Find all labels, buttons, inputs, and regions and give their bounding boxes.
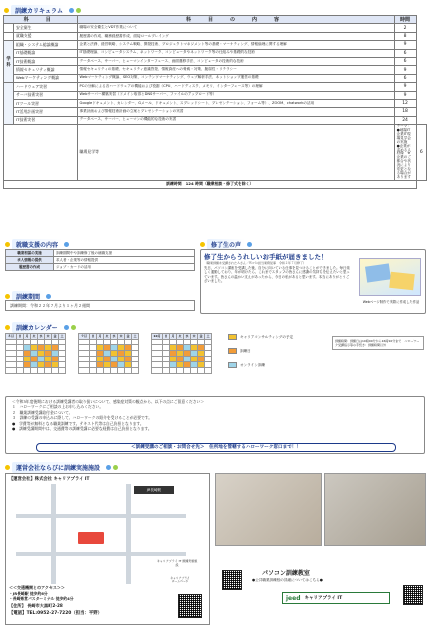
calendar-legend: [228, 334, 426, 382]
curriculum-hours: 6: [394, 57, 416, 65]
curriculum-hours: 24: [394, 116, 416, 124]
curriculum-row: [4, 57, 427, 65]
map-label: 【運営会社】株式会社 キャリアプライ IT: [9, 477, 90, 482]
calendar-weekday: 日: [164, 334, 168, 339]
bullet-icon: [5, 465, 10, 470]
bullet-icon: [5, 242, 10, 247]
curriculum-row: [4, 116, 427, 124]
legend-label: 訓練日: [240, 348, 251, 353]
calendar-week-spacer: [152, 368, 163, 374]
calendar-weekday: 土: [133, 334, 137, 339]
curriculum-category: [4, 24, 14, 32]
bullet-icon: [64, 242, 69, 247]
curriculum-category: [4, 125, 78, 181]
calendar-weekday: 火: [32, 334, 36, 339]
qr-caption: キャリアプライ ホームページ: [170, 576, 190, 584]
training-photo: [324, 473, 426, 546]
curriculum-subject: 職場見学等: [77, 125, 394, 181]
curriculum-subject: 就職支援: [14, 32, 78, 40]
calendar-month-label: ９月: [79, 334, 90, 340]
legend-item: [228, 348, 328, 354]
station-label: JR長崎駅: [134, 486, 174, 494]
calendar-day-cell: [31, 368, 38, 374]
calendar-week-spacer: [6, 368, 17, 374]
bullet-icon: [4, 8, 9, 13]
address-row: 【住所】 長崎市大黒町2-28: [9, 603, 63, 608]
calendar-day-cell: [191, 368, 198, 374]
curriculum-description: IT基礎理論、コンピュータシステム、ネットワーク、コンピュータやネットワーク等の仕組みや基礎的な技術: [77, 49, 394, 57]
calendar-day-cell: [205, 368, 212, 374]
calendar-day-cell: [90, 368, 97, 374]
curriculum-hours: 6: [394, 74, 416, 82]
eligibility-label: 履歴書の作成: [6, 264, 54, 271]
curriculum-row: [4, 125, 427, 181]
bullet-icon: [71, 325, 76, 330]
note-item: ● 学費等が無料となる職業訓練です。テキスト代等は自己負担となります。: [12, 420, 144, 426]
voice-headline: 修了生からうれしいお手紙が届きました！: [204, 253, 328, 261]
notes-box: [5, 396, 425, 454]
calendar-weekday: 月: [98, 334, 102, 339]
eligibility-table: [5, 249, 195, 271]
note-item: ＜令和3年度後期における訓練受講者の取り扱いについて、感染症対策の観点から、以下の点にご留意ください＞: [12, 399, 205, 404]
curriculum-category: [4, 83, 14, 125]
note-item: ３ 訓練の受講の申込みに際して、ハローワークの紹介を受けることが必要です。: [12, 415, 153, 421]
direction-item: ・長崎県営バスターミナル 徒歩約4分: [9, 596, 74, 601]
calendar-weekday: 火: [178, 334, 182, 339]
curriculum-description: データベース、サーバー、ヒューマンの機能的な技術の実習: [77, 116, 394, 124]
curriculum-hours: 12: [394, 99, 416, 107]
curriculum-row: [4, 99, 427, 107]
curriculum-category: [4, 32, 14, 40]
access-map-box: [5, 473, 210, 625]
bullet-icon: [46, 294, 51, 299]
curriculum-hours: 9: [394, 41, 416, 49]
curriculum-row: [4, 24, 427, 32]
bullet-icon: [200, 242, 205, 247]
legend-swatch-icon: [228, 348, 237, 354]
qr-code-icon[interactable]: [403, 585, 423, 605]
map-street: [126, 484, 131, 584]
calendar-day-cell: [38, 368, 45, 374]
bullet-icon: [113, 465, 118, 470]
sample-card-icon: [365, 263, 391, 282]
curriculum-total-row: 訓練時間 124 時間（職業相談・修了式を除く）: [4, 180, 427, 188]
calendar-month: [5, 333, 66, 374]
curriculum-category: 学科: [4, 41, 14, 83]
curriculum-description: Webマーケティング概論、SEO対策、コンテンツマーケティング、ウェブ解析手法、ネットショップ運営の基礎: [77, 74, 394, 82]
legend-swatch-icon: [228, 362, 237, 368]
curriculum-hours: 2: [394, 24, 416, 32]
calendar-title: 訓練カレンダー: [5, 322, 76, 333]
calendar-weekday: 日: [91, 334, 95, 339]
curriculum-hours: 6: [394, 49, 416, 57]
calendar-weekday: 水: [112, 334, 116, 339]
school-name: パソコン訓練教室: [262, 570, 310, 577]
note-item: ● 訓練受講期間中は、交通費等の訓練受講に必要な経費は自己負担となります。: [12, 426, 152, 432]
eligibility-label: 職業相談の実施: [6, 250, 54, 257]
voice-caption: Webページ制作で実際に作成した作品: [362, 300, 420, 304]
eligibility-value: 求人者・企業等の情報提供: [54, 257, 195, 264]
eligibility-row: [6, 250, 195, 257]
curriculum-row: [4, 49, 427, 57]
calendar-day-cell: [198, 368, 205, 374]
bullet-icon: [106, 465, 111, 470]
calendar-month: [151, 333, 212, 374]
calendar-weekday: 水: [39, 334, 43, 339]
calendar-weekday: 火: [105, 334, 109, 339]
curriculum-hours: 6: [416, 125, 426, 181]
sample-card-icon: [389, 272, 415, 290]
curriculum-table: [3, 15, 427, 189]
calendar-month: [78, 333, 139, 374]
period-box: 訓練期間：令和２２年７月より１ヶ月２週間: [5, 300, 195, 311]
curriculum-row: [4, 108, 427, 116]
contact-banner: ＜訓練受講のご相談・お問合せ先＞ 住所地を管轄するハローワーク窓口まで！！: [36, 443, 396, 452]
building-label: キャリアプライ IT 訓練実施施設: [156, 559, 198, 567]
calendar-time-note: 訓練時間：訓練日は10時00分から16時10分まで ハローワーク受講指示等の手続き：訓練時間以外: [332, 336, 424, 350]
calendar-month-label: 10月: [153, 334, 161, 339]
classroom-photo: [215, 473, 322, 546]
curriculum-description: 企業と法務、経営戦略、システム戦略、開発技術、プロジェクトマネジメント等の基礎・マーケティング、情報倫理に関する理解: [77, 41, 394, 49]
legend-swatch-icon: [228, 334, 237, 340]
qr-code-icon[interactable]: [178, 594, 202, 618]
calendar-weekday: 土: [206, 334, 210, 339]
curriculum-subject: IT技術実習: [14, 116, 78, 124]
curriculum-description: 情報セキュリティの基礎、セキュリティ意識啓発、情報資産への脅威・対策、脆弱性・リテラシー: [77, 66, 394, 74]
calendar-day-cell: [132, 368, 139, 374]
curriculum-row: [4, 66, 427, 74]
calendar-day-cell: [97, 368, 104, 374]
note-item: １ ハローワークにご相談の上お申し込みください。: [12, 404, 104, 410]
calendar-weekday: 月: [25, 334, 29, 339]
calendar-month-label: ８月: [6, 334, 17, 340]
period-title: 訓練期間: [5, 291, 51, 302]
school-subtitle: ●公共職業訓練校の詳細についてはこちら●: [252, 578, 323, 582]
curriculum-description: テーマ：●地場IT企業IT現場見学会の実施 ●企業が求める人材像 ※企業のご都合や状況により変更となる場合があります: [394, 125, 416, 181]
curriculum-hours: 9: [394, 83, 416, 91]
eligibility-value: 訓練期間中や訓練修了後の就職支援: [54, 250, 195, 257]
curriculum-row: [4, 74, 427, 82]
curriculum-subject: IT基礎概論: [14, 49, 78, 57]
calendar-weekday: 日: [18, 334, 22, 339]
legend-item: [228, 334, 328, 340]
bullet-icon: [5, 325, 10, 330]
eligibility-title: 就職支援の内容: [5, 239, 69, 250]
curriculum-description: Webサーバー構築実習（ドメイン取得とDNSサーバー、ファイルのアップロード等）: [77, 91, 394, 99]
calendar-day-cell: [45, 368, 52, 374]
map-street: [16, 514, 186, 518]
calendar-weekday: 月: [171, 334, 175, 339]
curriculum-row: [4, 83, 427, 91]
calendar-day-cell: [177, 368, 184, 374]
curriculum-subject: サーバ技術実習: [14, 91, 78, 99]
calendar-day-cell: [111, 368, 118, 374]
curriculum-hours: 18: [394, 108, 416, 116]
bullet-icon: [5, 294, 10, 299]
curriculum-row: [4, 32, 427, 40]
calendar-weekday: 木: [46, 334, 50, 339]
eligibility-value: ジョブ・カードの活用: [54, 264, 195, 271]
curriculum-row: [4, 41, 427, 49]
curriculum-description: データベース、サーバー、ヒューマンインターフェース、画面遷移手法、コンピュータの技術的な技術: [77, 57, 394, 65]
voice-subtitle: （職業訓練を受講されたＡさん／Ｗｅｂ担当業務従事 令和２年７月修了）: [204, 261, 307, 265]
voice-box: [200, 249, 426, 314]
eligibility-row: [6, 264, 195, 271]
directions-title: ＜＜交通機関とのアクセス＞＞: [9, 585, 65, 590]
bullet-icon: [69, 8, 74, 13]
voice-body: 先日、パソコン講座を受講した後、自分に向いている仕事を見つけることができました。毎日楽しく通勤しており、年が明けたら、これまでスタッフの皆さんに感謝の気持ちを伝えたいと思っています。皆さんの温かい支えがあったから、今日の私があると思います。本当にありがとうございました。: [204, 266, 350, 284]
eligibility-label: 求人情報の提供: [6, 257, 54, 264]
calendar-weekday: 金: [126, 334, 130, 339]
bullet-icon: [64, 325, 69, 330]
curriculum-row: [4, 91, 427, 99]
calendar-weekday: 水: [185, 334, 189, 339]
calendar-day-cell: [17, 368, 24, 374]
curriculum-hours: 9: [394, 66, 416, 74]
calendar-day-cell: [184, 368, 191, 374]
legend-label: オンライン訓練: [240, 362, 266, 367]
access-title: 運営会社ならびに訓練実施施設: [5, 462, 118, 473]
note-item: ２ 職業訓練受講給付金について、: [12, 409, 73, 415]
calendar-grid: [5, 333, 223, 393]
calendar-weekday: 土: [60, 334, 64, 339]
calendar-weekday: 金: [199, 334, 203, 339]
curriculum-hours: 8: [394, 32, 416, 40]
curriculum-subject: IT技術概論: [14, 57, 78, 65]
curriculum-description: 履歴書の作成、職務経歴書作成、面接ロールプレイング: [77, 32, 394, 40]
calendar-day-cell: [104, 368, 111, 374]
curriculum-description: Googleドキュメント、カレンダー、Gメール、ドキュメント、スプレッドシート、プレゼンテーション、フォーム等）、ZOOM、chatworkの活用: [77, 99, 394, 107]
calendar-day-cell: [59, 368, 66, 374]
curriculum-title: 訓練カリキュラム: [4, 5, 81, 16]
curriculum-subject: ITツール実習: [14, 99, 78, 107]
calendar-day-cell: [118, 368, 125, 374]
eligibility-row: [6, 257, 195, 264]
voice-title: 修了生の声: [200, 239, 252, 250]
map-street: [16, 552, 186, 556]
curriculum-subject: 情報セキュリティ概論: [14, 66, 78, 74]
legend-item: [228, 362, 328, 368]
bullet-icon: [76, 8, 81, 13]
qr-code-icon[interactable]: [222, 570, 242, 590]
calendar-day-cell: [163, 368, 170, 374]
curriculum-subject: Webマーケティング概論: [14, 74, 78, 82]
direction-item: ・JR長崎駅 徒歩約6分: [9, 591, 48, 596]
calendar-weekday: 木: [192, 334, 196, 339]
calendar-weekday: 金: [53, 334, 57, 339]
curriculum-hours: 9: [394, 91, 416, 99]
curriculum-subject: 組織・システム総論概論: [14, 41, 78, 49]
curriculum-subject: IT活用計画実習: [14, 108, 78, 116]
curriculum-description: 職場の安全衛生とVDT作業について: [77, 24, 394, 32]
webpage-sample-image: [359, 258, 421, 296]
calendar-day-cell: [52, 368, 59, 374]
calendar-day-cell: [125, 368, 132, 374]
legend-label: キャリアコンサルティングの予定: [240, 334, 294, 339]
calendar-week-spacer: [79, 368, 90, 374]
facility-marker-icon: [78, 532, 104, 544]
curriculum-subject: ハードウェア実習: [14, 83, 78, 91]
curriculum-description: 事業計画および情報技術計画の立案とプレゼンテーションの実習: [77, 108, 394, 116]
curriculum-description: PCの分解による各ハードウェアの機能および役割（CPU、ハードディスク、メモリ、インターフェース等）の理解: [77, 83, 394, 91]
tel-row: 【電話】TEL:0952-27-7220（担当：平野）: [9, 611, 103, 616]
curriculum-subject: 安全衛生: [14, 24, 78, 32]
calendar-weekday: 木: [119, 334, 123, 339]
brand-banner: jeed キャリアプライ IT: [282, 592, 390, 604]
curriculum-header-row: 科 目 科 目 の 内 容 時間: [4, 16, 427, 24]
map-street: [51, 484, 56, 584]
calendar-day-cell: [170, 368, 177, 374]
calendar-day-cell: [24, 368, 31, 374]
bullet-icon: [247, 242, 252, 247]
